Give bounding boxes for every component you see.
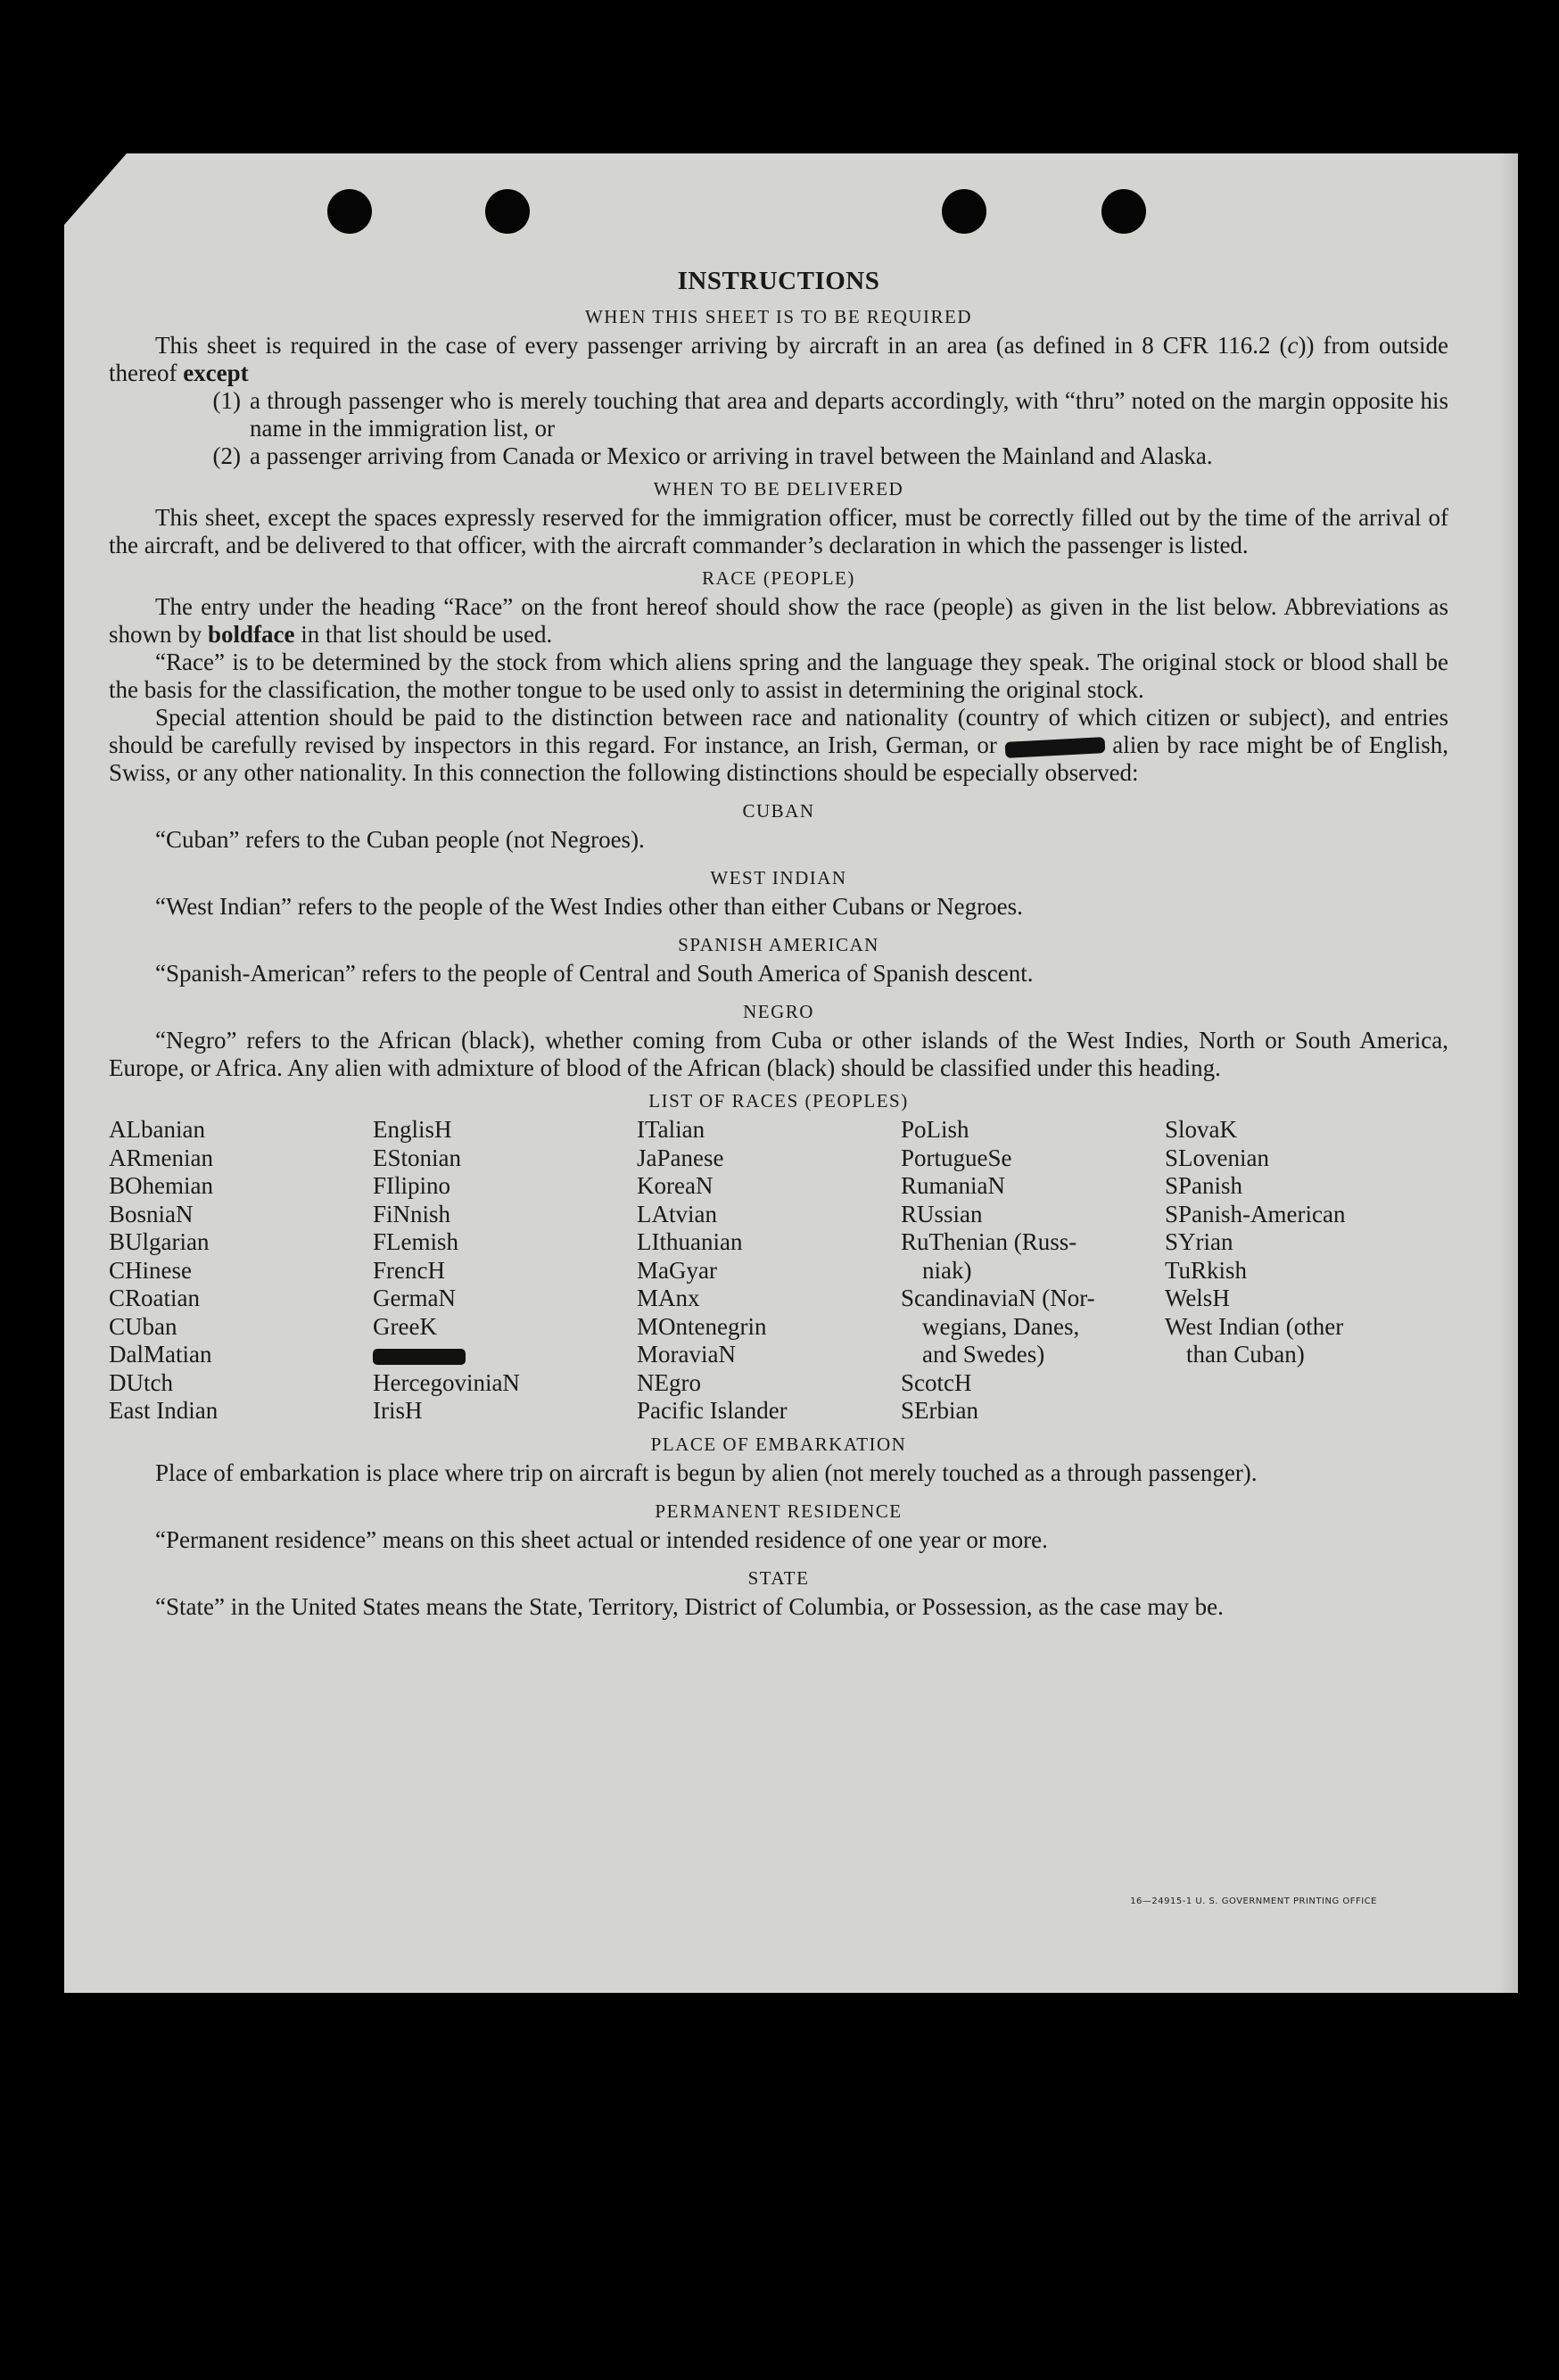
races-column (637, 1116, 901, 1426)
folded-corner (64, 153, 127, 225)
heading-race: RACE (PEOPLE) (702, 567, 855, 589)
list-item (109, 442, 1448, 470)
list-item: LAtvian (637, 1200, 717, 1227)
heading-when-delivered: WHEN TO BE DELIVERED (653, 478, 904, 500)
heading-negro: NEGRO (743, 1001, 814, 1022)
heading-list-of-races: LIST OF RACES (PEOPLES) (648, 1090, 909, 1111)
races-column (109, 1116, 373, 1426)
list-item: GreeK (373, 1312, 437, 1340)
list-item: LIthuanian (637, 1228, 743, 1255)
instructions-body (109, 268, 1448, 1621)
heading-permanent-residence: PERMANENT RESIDENCE (655, 1500, 903, 1522)
list-item (109, 387, 1448, 442)
list-item: EnglisH (373, 1116, 452, 1143)
list-item: BOhemian (109, 1172, 213, 1199)
list-item: SlovaK (1165, 1116, 1237, 1143)
list-item: MAnx (637, 1285, 700, 1311)
paragraph-state: “State” in the United States means the State, Territory, District of Columbia, or Possession, as the case may be. (155, 1592, 1224, 1620)
list-item: GermaN (373, 1285, 456, 1311)
list-item: FiNnish (373, 1200, 451, 1227)
races-column (901, 1116, 1165, 1426)
document-sheet (64, 153, 1518, 1993)
heading-spanish-american: SPANISH AMERICAN (678, 934, 879, 955)
list-item: PortugueSe (901, 1144, 1012, 1171)
list-item: wegians, Danes, (922, 1312, 1080, 1340)
list-item: SLovenian (1165, 1144, 1269, 1171)
list-item: and Swedes) (922, 1341, 1045, 1368)
list-item: SPanish (1165, 1172, 1243, 1199)
heading-when-required: WHEN THIS SHEET IS TO BE REQUIRED (584, 306, 973, 327)
paragraph-embarkation: Place of embarkation is place where trip on aircraft is begun by alien (not merely touched as a through passenger). (155, 1459, 1258, 1486)
punch-hole (485, 189, 530, 234)
list-item: EStonian (373, 1144, 461, 1171)
item-number: (2) (212, 442, 241, 469)
list-item: TuRkish (1165, 1256, 1248, 1284)
item-text: a through passenger who is merely touching that area and departs accordingly, with “thru” noted on the margin opposite his name in the immigration list, or (250, 387, 1448, 442)
item-number: (1) (212, 387, 241, 414)
list-item: CHinese (109, 1256, 192, 1284)
list-item: RumaniaN (901, 1172, 1005, 1199)
list-item: MOntenegrin (637, 1312, 767, 1340)
list-item: JaPanese (637, 1144, 724, 1171)
paragraph-permanent-residence: “Permanent residence” means on this sheet actual or intended residence of one year or more. (155, 1525, 1048, 1553)
list-item: FrencH (373, 1256, 445, 1284)
list-item: PoLish (901, 1116, 969, 1143)
list-item: ScotcH (901, 1368, 972, 1396)
list-item: MaGyar (637, 1256, 717, 1284)
list-item: MoraviaN (637, 1341, 736, 1368)
list-item: Pacific Islander (637, 1397, 788, 1424)
list-item: BUlgarian (109, 1228, 210, 1255)
list-item: than Cuban) (1186, 1341, 1305, 1368)
list-item: RUssian (901, 1200, 983, 1227)
list-item: SYrian (1165, 1228, 1233, 1255)
list-item: WelsH (1165, 1285, 1230, 1311)
list-item: DUtch (109, 1368, 173, 1396)
paragraph-race-1: The entry under the heading “Race” on the front hereof should show the race (people) as given in the list below. Abbreviations as shown by boldface in that list should be used. (109, 593, 1448, 648)
punch-hole (1101, 189, 1146, 234)
paragraph-race-2: “Race” is to be determined by the stock from which aliens spring and the language they speak. The original stock or blood shall be the basis for the classification, the mother tongue to be used only to assist in determining the original stock. (109, 649, 1448, 703)
list-item: SPanish-American (1165, 1200, 1346, 1227)
list-item: CRoatian (109, 1285, 200, 1311)
item-text: a passenger arriving from Canada or Mexico or arriving in travel between the Mainland and Alaska. (250, 442, 1213, 469)
list-item: CUban (109, 1312, 177, 1340)
list-item: ITalian (637, 1116, 705, 1143)
redaction-mark (1004, 737, 1105, 758)
list-item: DalMatian (109, 1341, 212, 1368)
list-item: FLemish (373, 1228, 459, 1255)
races-column (373, 1116, 637, 1426)
list-item: ARmenian (109, 1144, 213, 1171)
heading-state: STATE (747, 1566, 810, 1589)
list-item: ScandinaviaN (Nor- (901, 1285, 1095, 1311)
list-item: RuThenian (Russ- (901, 1228, 1077, 1255)
printing-office-code: 16—24915-1 U. S. GOVERNMENT PRINTING OFFICE (1130, 1897, 1377, 1906)
paragraph-race-3: Special attention should be paid to the distinction between race and nationality (country of which citizen or subject), and entries should be carefully revised by inspectors in this regard. For instance, an Irish, German, or alien by race might be of English, Swiss, or any other nationality. In this connection the following distinctions should be especially observed: (109, 704, 1449, 786)
list-item: East Indian (109, 1397, 219, 1424)
list-item: HercegoviniaN (373, 1368, 520, 1396)
paragraph-west-indian: “West Indian” refers to the people of the West Indies other than either Cubans or Negroes. (155, 893, 1023, 920)
paragraph-negro: “Negro” refers to the African (black), whether coming from Cuba or other islands of the West Indies, North or South America, Europe, or Africa. Any alien with admixture of blood of the African (black) should be classified under this heading. (109, 1027, 1448, 1081)
list-item: niak) (922, 1256, 972, 1284)
races-table (109, 1116, 1448, 1426)
paragraph-spanish-american: “Spanish-American” refers to the people of Central and South America of Spanish descent. (155, 960, 1034, 987)
punch-hole (942, 189, 986, 234)
redaction-mark (373, 1349, 466, 1365)
paragraph-when-required: This sheet is required in the case of every passenger arriving by aircraft in an area (as defined in 8 CFR 116.2 (c)) from outside thereof except (109, 332, 1448, 386)
list-item: West Indian (other (1165, 1312, 1344, 1340)
paragraph-cuban: “Cuban” refers to the Cuban people (not Negroes). (155, 826, 645, 853)
heading-embarkation: PLACE OF EMBARKATION (650, 1433, 907, 1455)
list-item-redacted (373, 1341, 637, 1369)
list-item: IrisH (373, 1397, 423, 1424)
list-item: BosniaN (109, 1200, 194, 1227)
paragraph-when-delivered: This sheet, except the spaces expressly reserved for the immigration officer, must be correctly filled out by the time of the arrival of the aircraft, and be delivered to that officer, with the aircraft commander’s declaration in which the passenger is listed. (109, 504, 1448, 558)
list-item: NEgro (637, 1368, 701, 1396)
punch-hole (327, 189, 372, 234)
heading-cuban: CUBAN (742, 800, 815, 822)
page-edge (1498, 153, 1518, 1993)
heading-west-indian: WEST INDIAN (710, 867, 847, 888)
list-item: KoreaN (637, 1172, 714, 1199)
list-item: SErbian (901, 1397, 978, 1424)
list-item: FIlipino (373, 1172, 451, 1199)
page-title: INSTRUCTIONS (677, 267, 880, 295)
races-column (1165, 1116, 1448, 1426)
list-item: ALbanian (109, 1116, 205, 1143)
